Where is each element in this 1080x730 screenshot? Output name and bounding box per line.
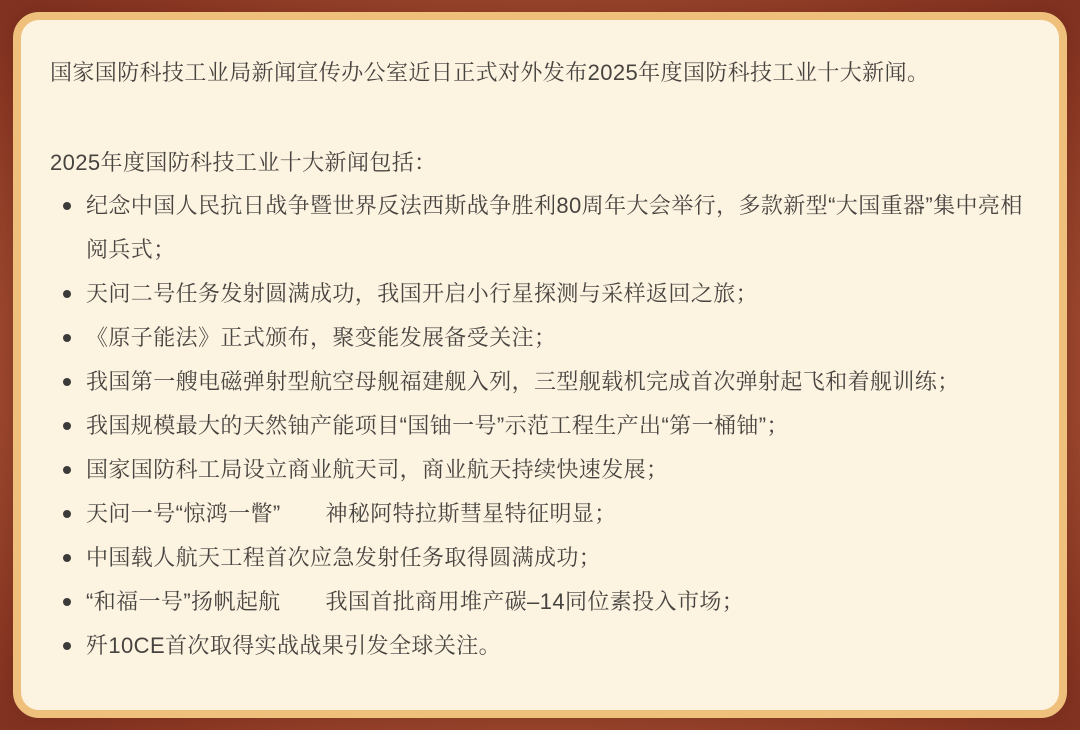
news-item-text: 国家国防科工局设立商业航天司，商业航天持续快速发展； [86,457,669,482]
news-list [50,184,1037,668]
list-heading: 2025年度国防科技工业十大新闻包括： [50,150,437,175]
bullet-icon [63,510,71,518]
list-item [50,492,1037,536]
list-item [50,272,1037,316]
news-item-text: 中国载人航天工程首次应急发射任务取得圆满成功； [86,545,602,570]
list-item [50,536,1037,580]
bullet-icon [63,466,71,474]
news-item-text: 歼10CE首次取得实战战果引发全球关注。 [86,633,502,658]
news-item-text: 天问二号任务发射圆满成功，我国开启小行星探测与采样返回之旅； [86,281,759,306]
news-item-text: 纪念中国人民抗日战争暨世界反法西斯战争胜利80周年大会举行，多款新型“大国重器”集中亮相阅兵式； [86,193,1023,262]
bullet-icon [63,378,71,386]
list-item [50,360,1037,404]
news-item-text: 《原子能法》正式颁布，聚变能发展备受关注； [86,325,557,350]
list-item [50,184,1037,272]
bullet-icon [63,554,71,562]
list-item [50,580,1037,624]
list-item [50,448,1037,492]
bullet-icon [63,290,71,298]
news-item-text: 我国规模最大的天然铀产能项目“国铀一号”示范工程生产出“第一桶铀”； [86,413,789,438]
intro-paragraph: 国家国防科技工业局新闻宣传办公室近日正式对外发布2025年度国防科技工业十大新闻。 [50,60,930,85]
news-item-text: 我国第一艘电磁弹射型航空母舰福建舰入列，三型舰载机完成首次弹射起飞和着舰训练； [86,369,960,394]
news-item-text: “和福一号”扬帆起航 我国首批商用堆产碳–14同位素投入市场； [86,589,745,614]
bullet-icon [63,598,71,606]
bullet-icon [63,334,71,342]
list-item [50,316,1037,360]
bullet-icon [63,422,71,430]
list-item [50,624,1037,668]
news-card [13,12,1067,718]
news-item-text: 天问一号“惊鸿一瞥” 神秘阿特拉斯彗星特征明显； [86,501,617,526]
bullet-icon [63,642,71,650]
card-content [21,20,1059,668]
bullet-icon [63,202,71,210]
list-item [50,404,1037,448]
